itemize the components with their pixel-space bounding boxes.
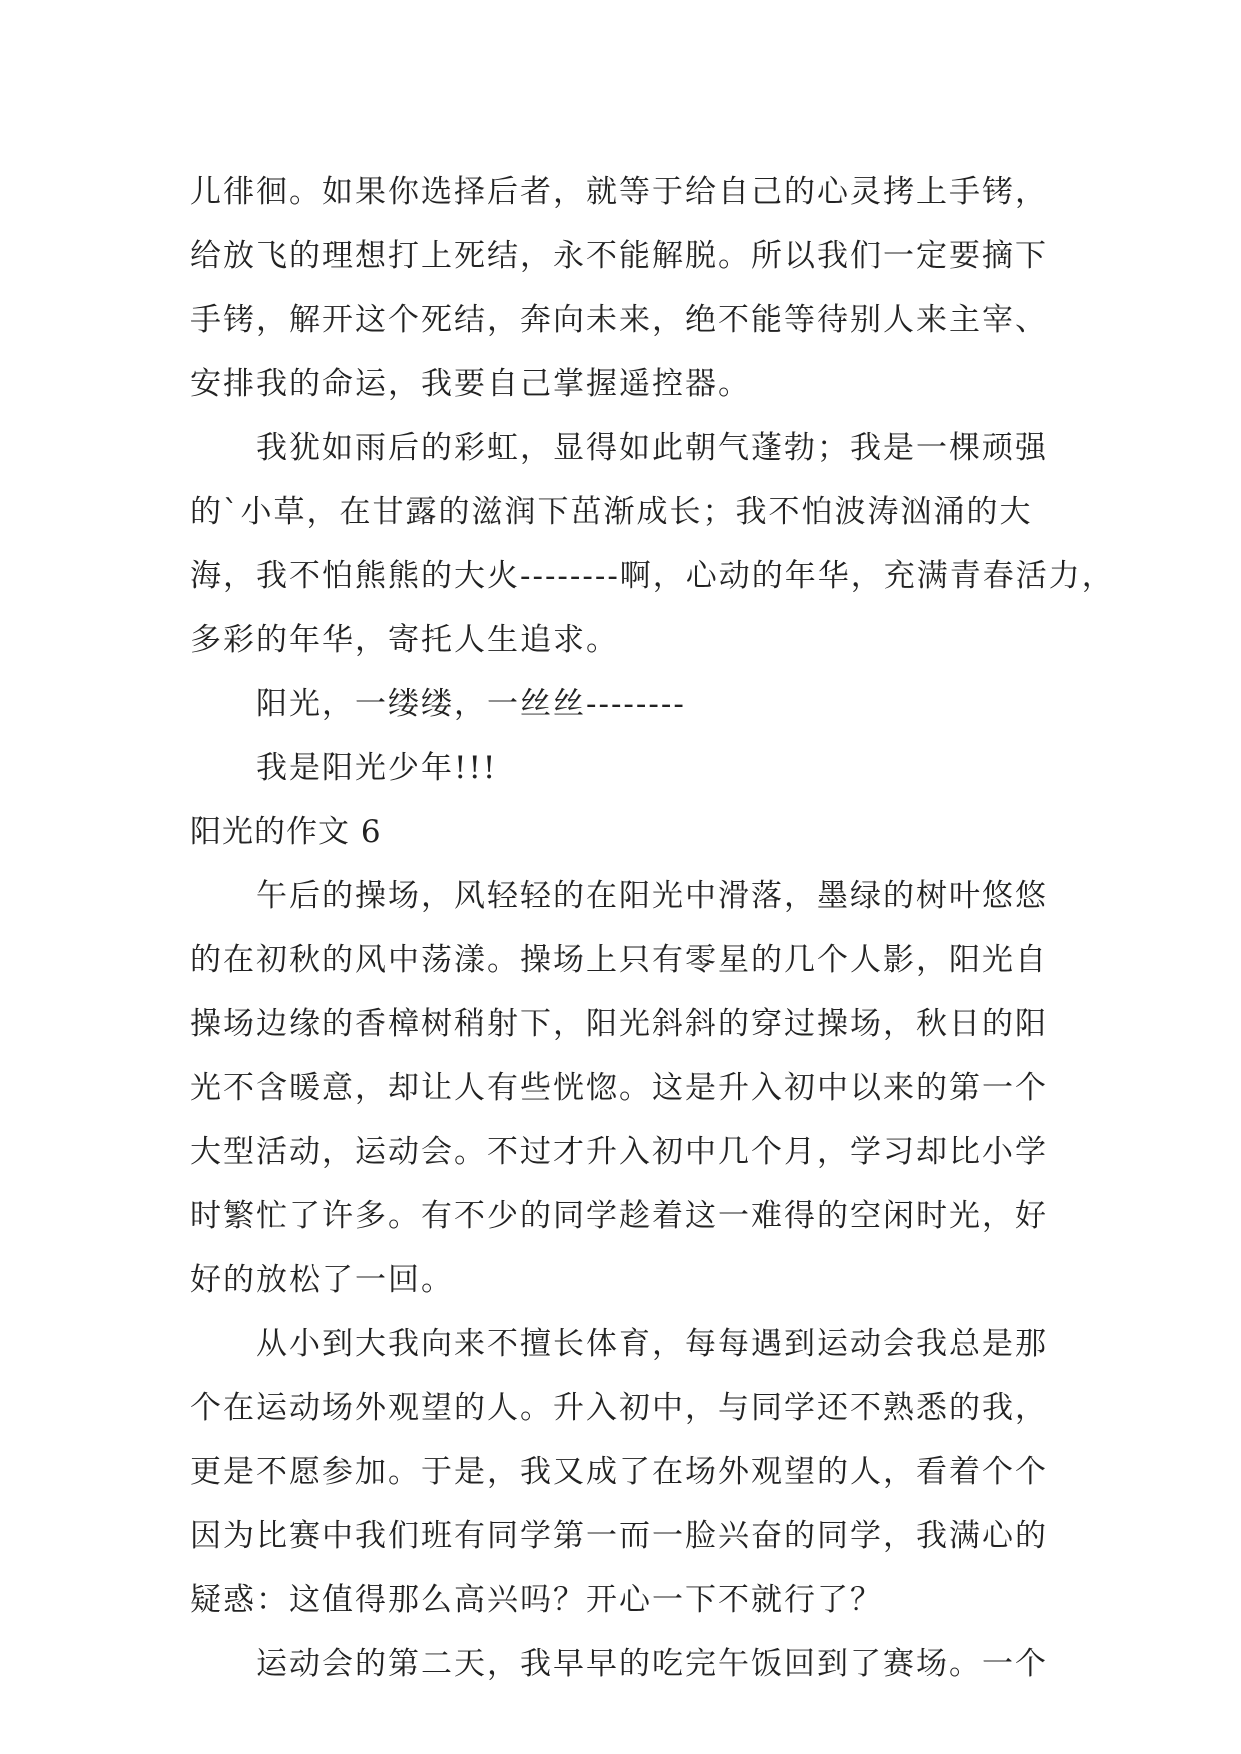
text-line: 因为比赛中我们班有同学第一而一脸兴奋的同学，我满心的 — [190, 1518, 1048, 1554]
text-line: 手铐，解开这个死结，奔向未来，绝不能等待别人来主宰、 — [190, 302, 1048, 338]
text-line: 光不含暖意，却让人有些恍惚。这是升入初中以来的第一个 — [190, 1070, 1048, 1106]
text-line: 海，我不怕熊熊的大火--------啊，心动的年华，充满青春活力， — [190, 558, 1115, 594]
text-line: 更是不愿参加。于是，我又成了在场外观望的人，看着个个 — [190, 1454, 1048, 1490]
text-line: 从小到大我向来不擅长体育，每每遇到运动会我总是那 — [256, 1326, 1048, 1362]
section-heading: 阳光的作文 6 — [190, 814, 382, 850]
text-line: 多彩的年华，寄托人生追求。 — [190, 622, 619, 658]
text-line: 时繁忙了许多。有不少的同学趁着这一难得的空闲时光，好 — [190, 1198, 1048, 1234]
text-line: 的`小草，在甘露的滋润下茁渐成长；我不怕波涛汹涌的大 — [190, 494, 1033, 530]
text-line: 好的放松了一回。 — [190, 1262, 454, 1298]
text-line: 午后的操场，风轻轻的在阳光中滑落，墨绿的树叶悠悠 — [256, 878, 1048, 914]
text-line: 安排我的命运，我要自己掌握遥控器。 — [190, 366, 751, 402]
text-line: 的在初秋的风中荡漾。操场上只有零星的几个人影，阳光自 — [190, 942, 1048, 978]
text-line: 阳光，一缕缕，一丝丝-------- — [256, 686, 686, 722]
text-line: 操场边缘的香樟树稍射下，阳光斜斜的穿过操场，秋日的阳 — [190, 1006, 1048, 1042]
text-line: 个在运动场外观望的人。升入初中，与同学还不熟悉的我， — [190, 1390, 1048, 1426]
document-body — [190, 160, 1115, 1696]
text-line: 大型活动，运动会。不过才升入初中几个月，学习却比小学 — [190, 1134, 1048, 1170]
text-line: 我是阳光少年!!! — [256, 750, 498, 786]
text-line: 我犹如雨后的彩虹，显得如此朝气蓬勃；我是一棵顽强 — [256, 430, 1048, 466]
text-line: 给放飞的理想打上死结，永不能解脱。所以我们一定要摘下 — [190, 238, 1048, 274]
text-line: 儿徘徊。如果你选择后者，就等于给自己的心灵拷上手铐， — [190, 174, 1048, 210]
text-line: 疑惑：这值得那么高兴吗？开心一下不就行了？ — [190, 1582, 883, 1618]
text-line: 运动会的第二天，我早早的吃完午饭回到了赛场。一个 — [256, 1646, 1048, 1682]
